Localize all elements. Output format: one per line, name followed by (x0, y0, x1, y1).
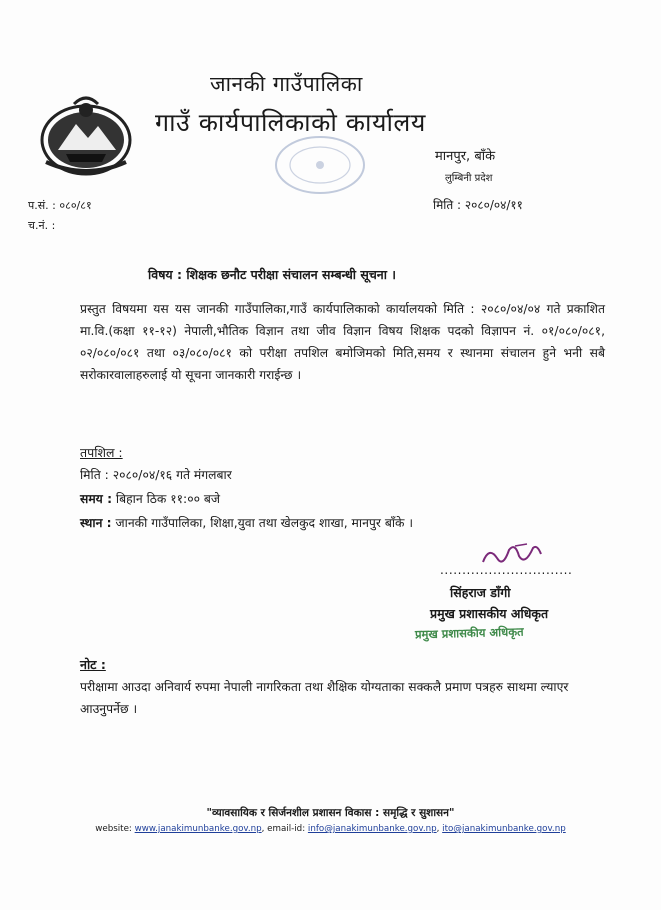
subject-line: विषय : शिक्षक छनौट परीक्षा संचालन सम्बन्धी सूचना । (148, 267, 397, 282)
website-link[interactable]: www.janakimunbanke.gov.np (134, 824, 262, 834)
detail-date-value: २०८०/०४/१६ गते मंगलबार (112, 468, 232, 482)
detail-date-row (80, 466, 232, 483)
office-seal-stamp (268, 130, 373, 200)
body-paragraph: प्रस्तुत विषयमा यस यस जानकी गाउँपालिका,गाउँ कार्यपालिकाको कार्यालयको मिति : २०८०/०४/०४ गते प्रकाशित मा.वि.(कक्षा ११-१२) नेपाली,भौतिक विज्ञान तथा जीव विज्ञान विषय शिक्षक पदको विज्ञापन नं. ०१/०८०/०८१, ०२/०८०/०८१ तथा ०३/०८०/०८१ को परीक्षा तपशिल बमोजिमको मिति,समय र स्थानमा संचालन हुने भनी सबै सरोकारवालाहरुलाई यो सूचना जानकारी गराईन्छ । (80, 302, 605, 382)
detail-time-label: समय : (80, 492, 112, 506)
office-name: गाउँ कार्यपालिकाको कार्यालय (155, 108, 426, 137)
signatory-title: प्रमुख प्रशासकीय अधिकृत (430, 606, 549, 621)
dispatch-number: च.नं. : (28, 219, 56, 232)
details-heading: तपशिल : (80, 445, 123, 460)
footer-contact (0, 824, 661, 834)
footer-motto: "व्यावसायिक र सिर्जनशील प्रशासन विकास : समृद्धि र सुशासन" (206, 807, 455, 819)
website-label: website: (95, 824, 132, 834)
detail-place-row (80, 514, 413, 531)
email-label: , email-id: (261, 824, 306, 834)
nepal-emblem-icon (36, 88, 136, 178)
detail-time-value: बिहान ठिक ११:०० बजे (115, 492, 221, 506)
detail-place-label: स्थान : (80, 516, 112, 530)
note-text: परीक्षामा आउदा अनिवार्य रुपमा नेपाली नागरिकता तथा शैक्षिक योग्यताका सक्कलै प्रमाण पत्रहरु साथमा ल्याएर आउनुपर्नेछ । (80, 680, 569, 716)
signatory-name: सिंहराज डाँगी (450, 585, 511, 600)
municipality-name: जानकी गाउँपालिका (210, 72, 363, 96)
letter-date: मिति : २०८०/०४/११ (433, 198, 523, 212)
email-link-info[interactable]: info@janakimunbanke.gov.np (307, 824, 437, 834)
address: मानपुर, बाँके (435, 149, 496, 164)
detail-date-label: मिति : (80, 468, 109, 482)
province: लुम्बिनी प्रदेश (445, 173, 493, 184)
email-link-ito[interactable]: ito@janakimunbanke.gov.np (442, 824, 566, 834)
signature-line: .............................. (440, 563, 573, 577)
reference-number: प.सं. : ०८०/८१ (28, 199, 92, 212)
note-heading: नोट : (80, 657, 106, 672)
detail-time-row (80, 490, 220, 507)
detail-place-value: जानकी गाउँपालिका, शिक्षा,युवा तथा खेलकुद शाखा, मानपुर बाँके । (115, 516, 414, 530)
email-separator: , (436, 824, 440, 834)
title-stamp: प्रमुख प्रशासकीय अधिकृत (414, 624, 524, 642)
